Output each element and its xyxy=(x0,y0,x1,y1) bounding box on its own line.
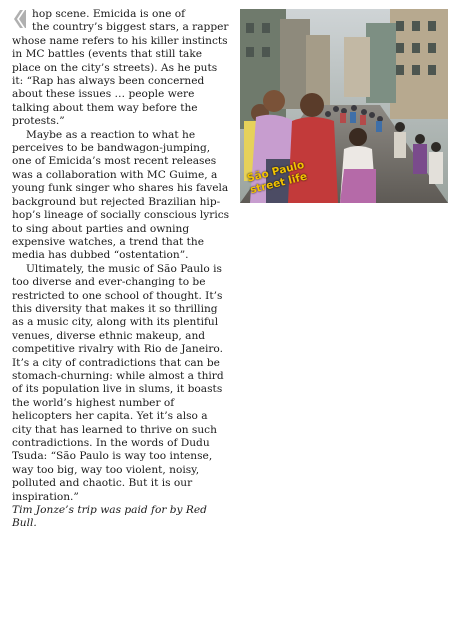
paragraph-1-body: rapper whose name refers to his killer instincts in MC battles (events that still take place on the city’s streets). As he puts it: “Rap has always been concerned about these issues … people were talking about them way before the protests.” xyxy=(12,21,229,128)
article-paragraph-3: Ultimately, the music of São Paulo is too diverse and ever-changing to be restricted to one school of thought. It’s this diversity that makes it so thrilling as a music city, along with its plentiful venues, diverse ethnic makeup, and competitive rivalry with Rio de Janeiro. It’s a city of contradictions that can be stomach-churning: while almost a third of its population live in slums, it boasts the world’s highest number of helicopters her capita. Yet it’s also a city that has learned to thrive on such contradictions. In the words of Dudu Tsuda: “São Paulo is way too intense, way too big, way too violent, noisy, polluted and chaotic. But it is our inspiration.” xyxy=(12,262,224,503)
photo-caption: São Paulo street life xyxy=(246,158,309,197)
street-photo xyxy=(240,9,448,203)
article-paragraph-1 xyxy=(12,8,230,129)
lead-line-2: the country’s biggest stars, a xyxy=(32,21,189,34)
article-footnote: Tim Jonze’s trip was paid for by Red Bull. xyxy=(12,504,207,530)
lead-line-1: hop scene. Emicida is one of xyxy=(32,8,186,20)
article-paragraph-2: Maybe as a reaction to what he perceives to be bandwagon-jumping, one of Emicida’s most recent releases was a collaboration with MC Guime, a young funk singer who shares his favela background but rejected Brazilian hip-hop’s lineage of socially conscious lyrics to sing about parties and owning expensive watches, a trend that the media has dubbed “ostentation”. xyxy=(12,128,230,262)
pull-quote-icon xyxy=(12,8,26,30)
article-column xyxy=(12,8,230,531)
